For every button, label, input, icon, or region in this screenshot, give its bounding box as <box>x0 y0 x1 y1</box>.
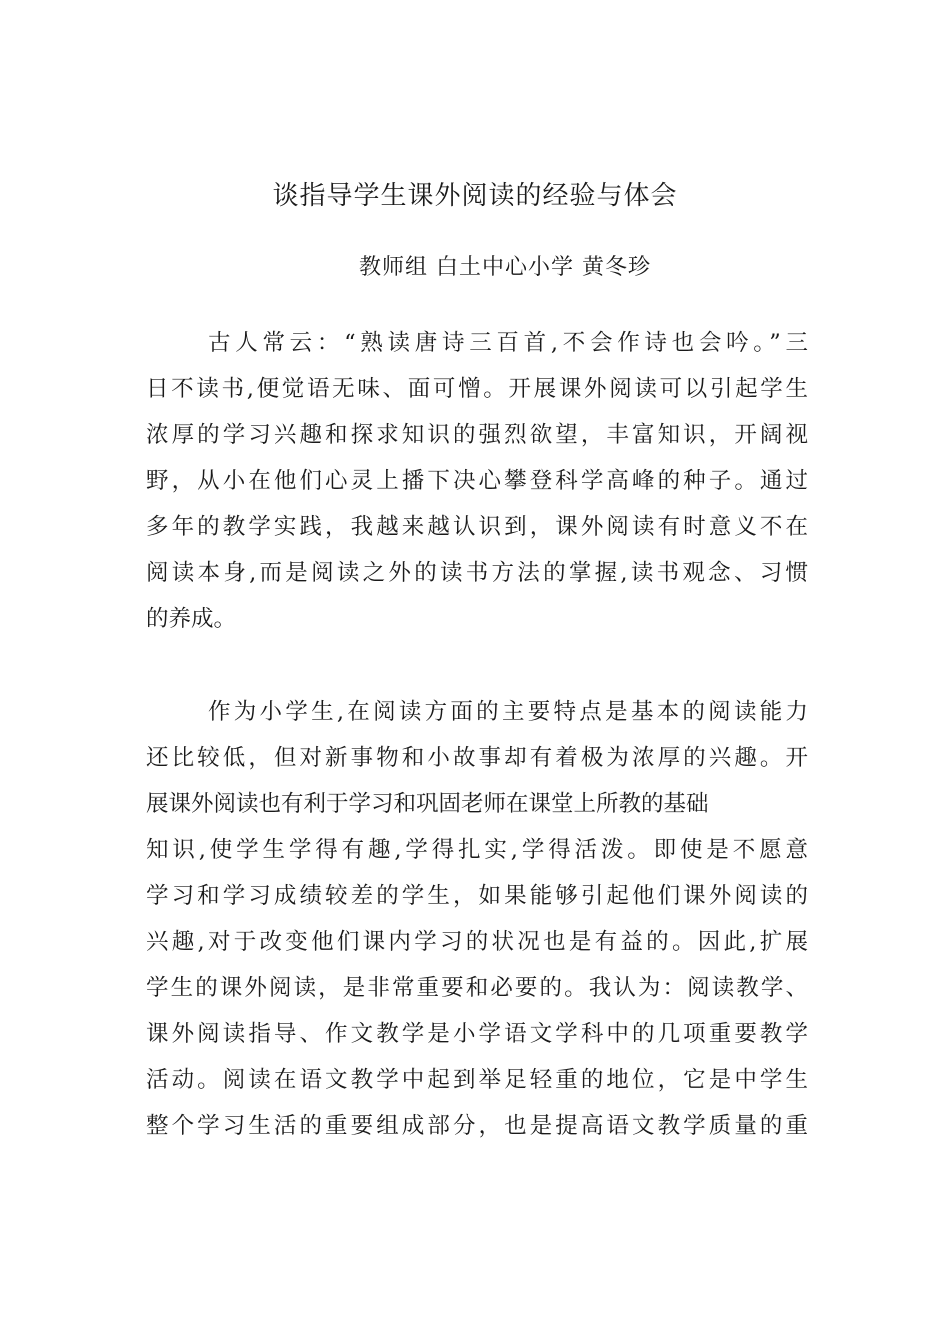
paragraph-line: 野，从小在他们心灵上播下决心攀登科学高峰的种子。通过 <box>146 468 808 494</box>
paragraph-line: 日不读书,便觉语无味、面可憎。开展课外阅读可以引起学生 <box>146 376 808 402</box>
author-line: 教师组 白土中心小学 黄冬珍 <box>359 255 651 280</box>
paragraph-line: 阅读本身,而是阅读之外的读书方法的掌握,读书观念、习惯 <box>146 560 808 586</box>
paragraph-line: 学习和学习成绩较差的学生，如果能够引起他们课外阅读的 <box>146 883 808 909</box>
paragraph-line: 课外阅读指导、作文教学是小学语文学科中的几项重要教学 <box>146 1021 808 1047</box>
paragraph-line: 古人常云：“熟读唐诗三百首,不会作诗也会吟。”三 <box>208 330 808 356</box>
paragraph-line: 知识,使学生学得有趣,学得扎实,学得活泼。即使是不愿意 <box>146 837 808 863</box>
paragraph-line: 学生的课外阅读，是非常重要和必要的。我认为：阅读教学、 <box>146 975 808 1001</box>
document-title: 谈指导学生课外阅读的经验与体会 <box>272 181 678 211</box>
paragraph-line: 还比较低，但对新事物和小故事却有着极为浓厚的兴趣。开 <box>146 745 808 771</box>
paragraph-line: 兴趣,对于改变他们课内学习的状况也是有益的。因此,扩展 <box>146 929 808 955</box>
paragraph-line: 展课外阅读也有利于学习和巩固老师在课堂上所教的基础 <box>146 791 709 817</box>
paragraph-line: 作为小学生,在阅读方面的主要特点是基本的阅读能力 <box>208 699 808 725</box>
paragraph-line: 活动。阅读在语文教学中起到举足轻重的地位，它是中学生 <box>146 1067 808 1093</box>
paragraph-line: 浓厚的学习兴趣和探求知识的强烈欲望，丰富知识，开阔视 <box>146 422 808 448</box>
paragraph-line: 的养成。 <box>146 606 237 632</box>
paragraph-2 <box>146 689 808 1149</box>
paragraph-line: 整个学习生活的重要组成部分，也是提高语文教学质量的重 <box>146 1113 808 1139</box>
paragraph-line: 多年的教学实践，我越来越认识到，课外阅读有时意义不在 <box>146 514 808 540</box>
paragraph-1 <box>146 320 808 642</box>
